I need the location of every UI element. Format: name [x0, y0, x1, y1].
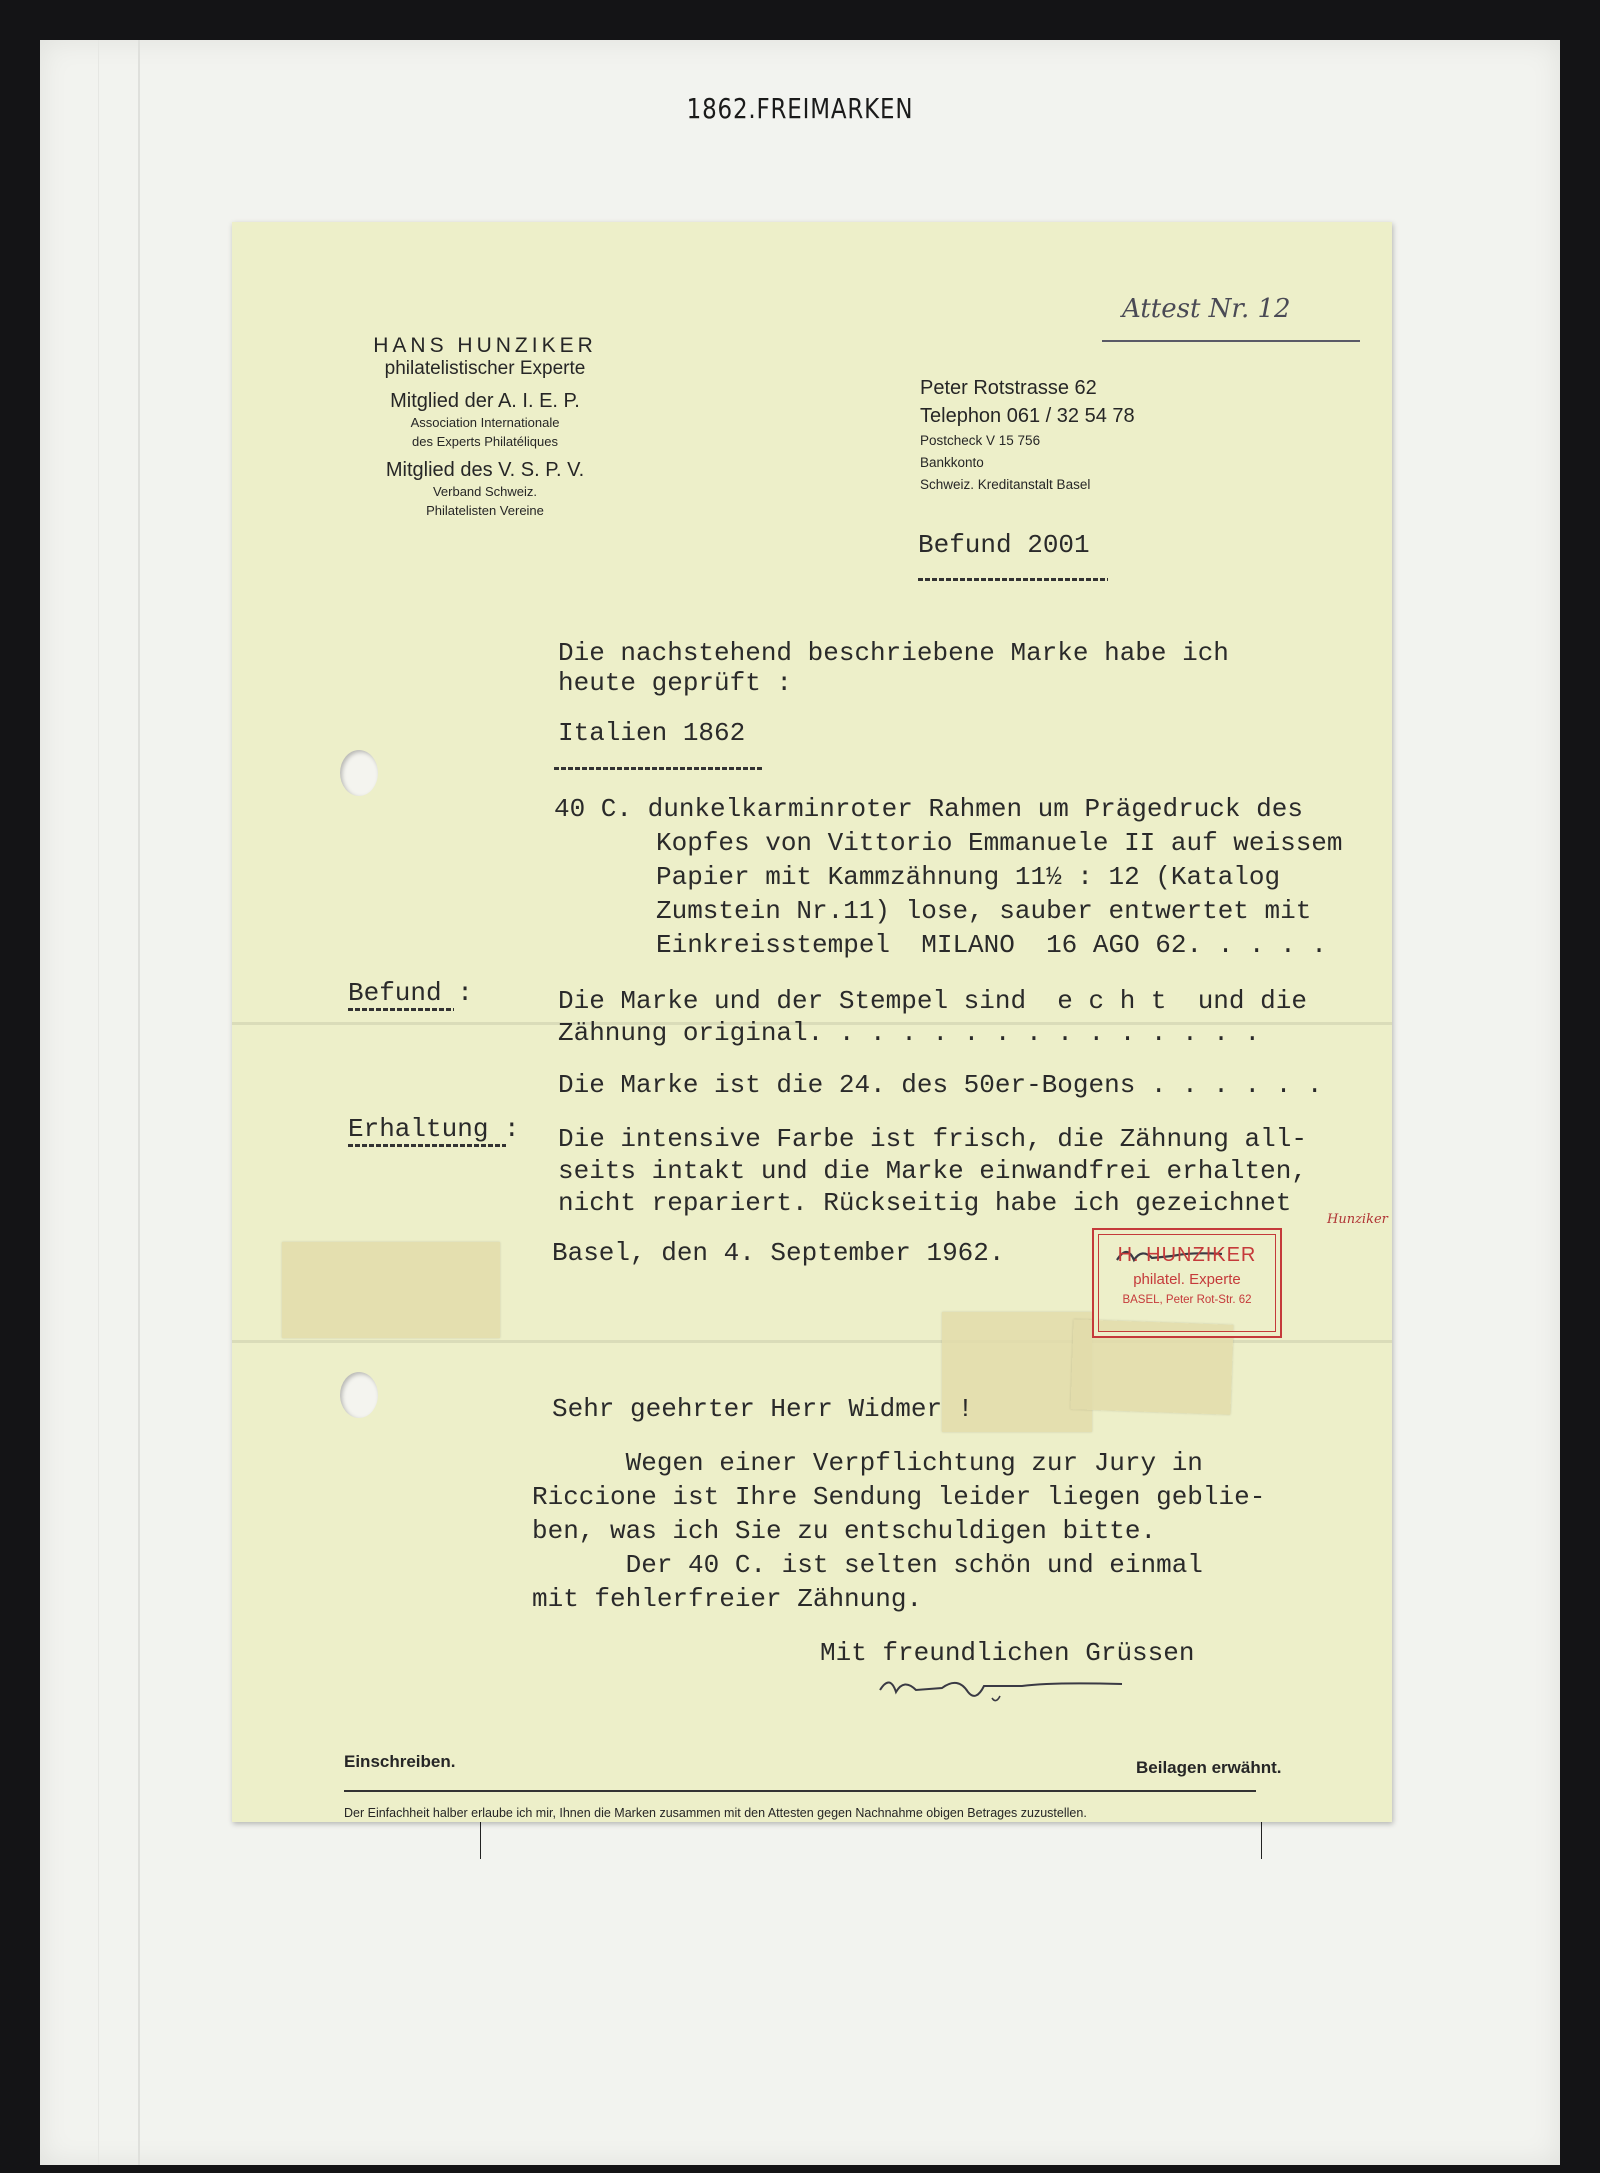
expert-title: philatelistischer Experte	[384, 358, 586, 379]
underline	[348, 1144, 506, 1147]
sheet-position: Die Marke ist die 24. des 50er-Bogens . . . . . .	[558, 1070, 1323, 1100]
aiep-line: des Experts Philatéliques	[412, 434, 558, 449]
befund-label: Befund :	[348, 978, 473, 1008]
erhaltung-label: Erhaltung :	[348, 1114, 520, 1144]
aiep-membership: Mitglied der A. I. E. P.	[390, 390, 580, 412]
telephone: Telephon 061 / 32 54 78	[920, 405, 1135, 427]
erhaltung-line: nicht repariert. Rückseitig habe ich gezeichnet	[558, 1188, 1292, 1218]
hinge-tape	[282, 1242, 500, 1338]
intro-line: heute geprüft :	[558, 668, 793, 698]
description-line: Kopfes von Vittorio Emmanuele II auf weissem	[656, 828, 1343, 858]
handstamp-address: BASEL, Peter Rot-Str. 62	[1122, 1294, 1252, 1306]
vspv-line: Verband Schweiz.	[432, 484, 538, 499]
street: Peter Rotstrasse 62	[920, 377, 1097, 399]
vspv-membership: Mitglied des V. S. P. V.	[385, 459, 585, 481]
letterhead	[340, 334, 630, 520]
country-year: Italien 1862	[558, 718, 746, 748]
letter-line: Riccione ist Ihre Sendung leider liegen geblie-	[532, 1482, 1266, 1512]
description-line: Zumstein Nr.11) lose, sauber entwertet mit	[656, 896, 1312, 926]
underline	[918, 578, 1108, 581]
vspv-line: Philatelisten Vereine	[426, 503, 544, 518]
underline	[554, 767, 762, 770]
binding-line	[138, 40, 140, 2165]
befund-line: Zähnung original. . . . . . . . . . . . . . .	[558, 1018, 1261, 1048]
letter-line: ben, was ich Sie zu entschuldigen bitte.	[532, 1516, 1157, 1546]
underline	[348, 1008, 454, 1011]
handstamp-title: philatel. Experte	[1133, 1271, 1241, 1288]
footer-rule	[344, 1790, 1256, 1792]
signature-icon	[872, 1668, 1132, 1708]
registered-mail: Einschreiben.	[344, 1752, 456, 1771]
aiep-line: Association Internationale	[410, 415, 560, 430]
binding-line	[98, 40, 99, 2165]
description-line: 40 C. dunkelkarminroter Rahmen um Prägedruck des	[554, 794, 1303, 824]
enclosures-note: Beilagen erwähnt.	[1136, 1758, 1282, 1777]
closing: Mit freundlichen Grüssen	[820, 1638, 1195, 1668]
handwritten-underline	[1102, 340, 1360, 342]
page-heading: 1862.FREIMARKEN	[686, 92, 914, 125]
attest-number-handwritten: Attest Nr. 12	[1122, 294, 1291, 324]
befund-line: Die Marke und der Stempel sind e c h t und die	[558, 986, 1307, 1016]
bank-label: Bankkonto	[920, 455, 984, 470]
befund-number: Befund 2001	[918, 530, 1090, 560]
handstamp-name: H. HUNZIKER	[1117, 1244, 1257, 1266]
place-date: Basel, den 4. September 1962.	[552, 1238, 1005, 1268]
description-line: Einkreisstempel MILANO 16 AGO 62. . . . .	[656, 930, 1327, 960]
salutation: Sehr geehrter Herr Widmer !	[552, 1394, 974, 1424]
erhaltung-line: seits intakt und die Marke einwandfrei erhalten,	[558, 1156, 1307, 1186]
erhaltung-line: Die intensive Farbe ist frisch, die Zähnung all-	[558, 1124, 1307, 1154]
postcheck: Postcheck V 15 756	[920, 433, 1041, 448]
letter-line: mit fehlerfreier Zähnung.	[532, 1584, 923, 1614]
footer-note: Der Einfachheit halber erlaube ich mir, Ihnen die Marken zusammen mit den Attesten gegen Nachnahme obigen Betrages zuzustellen.	[344, 1806, 1087, 1820]
red-signature: Hunziker	[1327, 1212, 1388, 1227]
letter-line: Wegen einer Verpflichtung zur Jury in	[532, 1448, 1203, 1478]
address-block	[920, 374, 1135, 496]
expert-handstamp	[1092, 1228, 1282, 1338]
intro-line: Die nachstehend beschriebene Marke habe ich	[558, 638, 1229, 668]
expert-name: HANS HUNZIKER	[373, 334, 597, 357]
certificate-letter	[232, 222, 1392, 1822]
letter-line: Der 40 C. ist selten schön und einmal	[532, 1550, 1203, 1580]
punch-hole	[340, 750, 378, 796]
bank-name: Schweiz. Kreditanstalt Basel	[920, 477, 1091, 492]
description-line: Papier mit Kammzähnung 11½ : 12 (Katalog	[656, 862, 1281, 892]
punch-hole	[340, 1372, 378, 1418]
